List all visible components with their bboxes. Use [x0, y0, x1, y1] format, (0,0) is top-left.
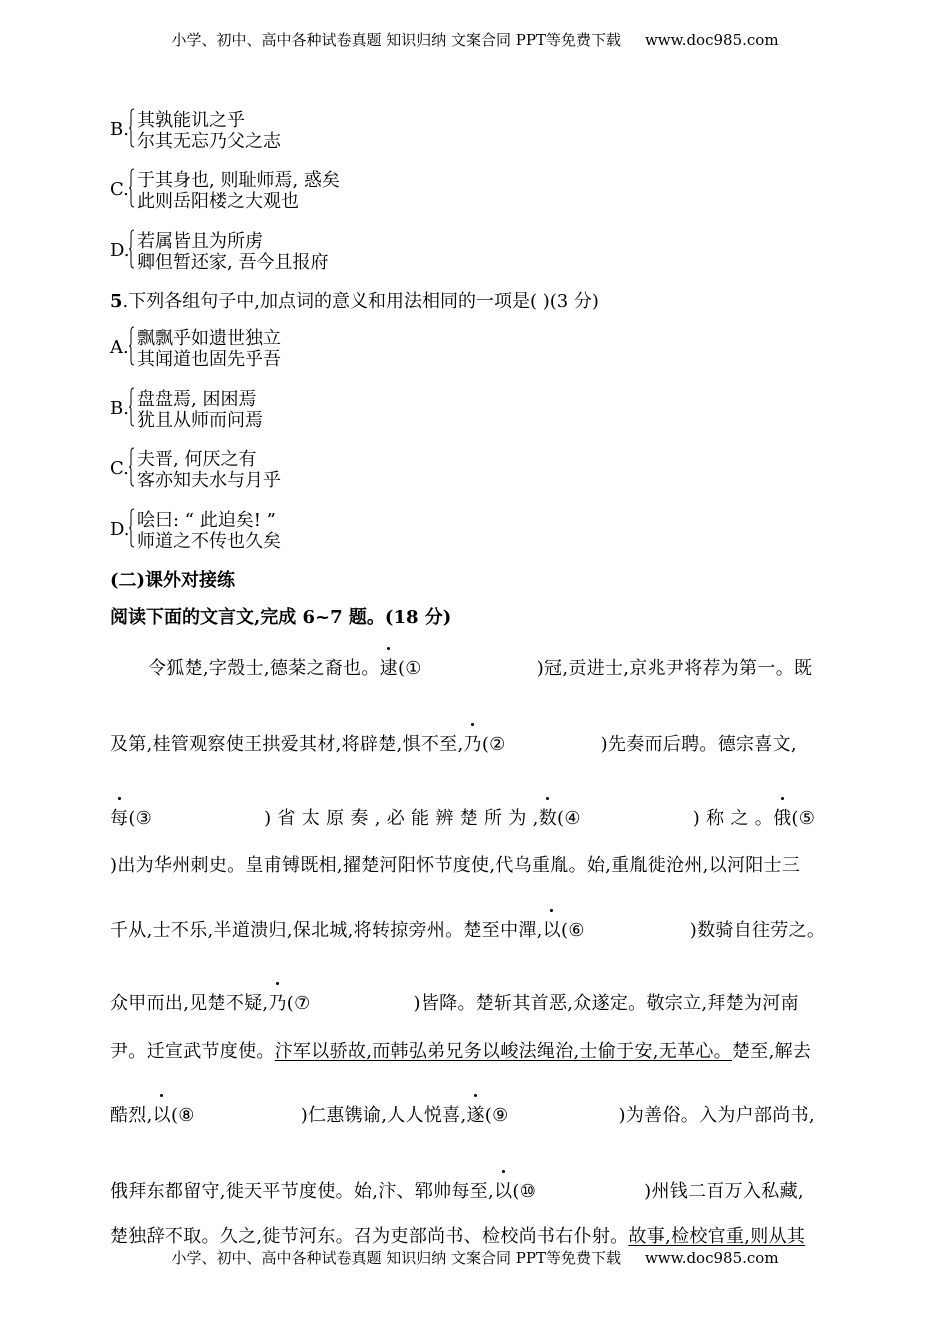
header-site: www.doc985.com — [644, 31, 779, 49]
dotted-word: 乃 — [464, 730, 482, 756]
section-instruction: 阅读下面的文言文,完成 6~7 题。(18 分) — [110, 607, 452, 628]
passage-line-3: 每(③ ) 省 太 原 奏 , 必 能 辨 楚 所 为 ,数(④ ) 称 之 。俄(⑤ — [110, 804, 840, 830]
dotted-word: 以 — [543, 916, 561, 942]
page-header — [0, 29, 950, 50]
brace-icon — [129, 326, 135, 366]
underlined-sentence: 汴军以骄故,而韩弘弟兄务以峻法绳治,士偷于安,无革心。 — [274, 1041, 732, 1062]
dotted-word: 以 — [494, 1177, 512, 1203]
page-footer — [0, 1247, 950, 1268]
footer-site: www.doc985.com — [644, 1249, 779, 1267]
passage-line-8: 酷烈,以(⑧ )仁惠镌谕,人人悦喜,遂(⑨ )为善俗。入为户部尚书, — [110, 1101, 840, 1127]
passage-line-1: 令狐楚,字殼士,德棻之裔也。逮(① )冠,贡进士,京兆尹将荐为第一。既 — [110, 654, 840, 680]
brace-icon — [129, 229, 135, 269]
passage-line-7: 尹。迁宣武节度使。汴军以骄故,而韩弘弟兄务以峻法绳治,士偷于安,无革心。楚至,解去 — [110, 1041, 812, 1062]
brace-icon — [129, 108, 135, 148]
dotted-word: 俄 — [773, 804, 791, 830]
dotted-word: 每 — [110, 804, 128, 830]
dotted-word: 以 — [153, 1101, 171, 1127]
brace-icon — [129, 508, 135, 548]
brace-icon — [129, 387, 135, 427]
dotted-word: 遂 — [466, 1101, 484, 1127]
section-title: (二)课外对接练 — [110, 570, 236, 591]
passage-line-9: 俄拜东都留守,徙天平节度使。始,汴、郓帅每至,以(⑩ )州钱二百万入私藏, — [110, 1177, 840, 1203]
passage-line-10: 楚独辞不取。久之,徙节河东。召为吏部尚书、检校尚书右仆射。故事,检校官重,则从其 — [110, 1226, 806, 1247]
brace-icon — [129, 447, 135, 487]
passage-line-5: 千从,士不乐,半道溃归,保北城,将转掠旁州。楚至中潬,以(⑥ )数骑自往劳之。 — [110, 916, 840, 942]
passage-line-6: 众甲而出,见楚不疑,乃(⑦ )皆降。楚斩其首恶,众遂定。敬宗立,拜楚为河南 — [110, 989, 840, 1015]
brace-icon — [129, 168, 135, 208]
dotted-word: 逮 — [380, 654, 398, 680]
header-text: 小学、初中、高中各种试卷真题 知识归纳 文案合同 PPT等免费下载 — [171, 31, 621, 49]
passage-line-2: 及第,桂管观察使王拱爱其材,将辟楚,惧不至,乃(② )先奏而后聘。德宗喜文, — [110, 730, 840, 756]
underlined-sentence: 故事,检校官重,则从其 — [628, 1226, 806, 1247]
question-5-stem: 5.下列各组句子中,加点词的意义和用法相同的一项是( )(3 分) — [110, 291, 599, 312]
passage-line-4: )出为华州刺史。皇甫镈既相,擢楚河阳怀节度使,代乌重胤。始,重胤徙沧州,以河阳士三 — [110, 855, 801, 876]
dotted-word: 数 — [539, 804, 557, 830]
footer-text: 小学、初中、高中各种试卷真题 知识归纳 文案合同 PPT等免费下载 — [171, 1249, 621, 1267]
dotted-word: 乃 — [268, 989, 286, 1015]
